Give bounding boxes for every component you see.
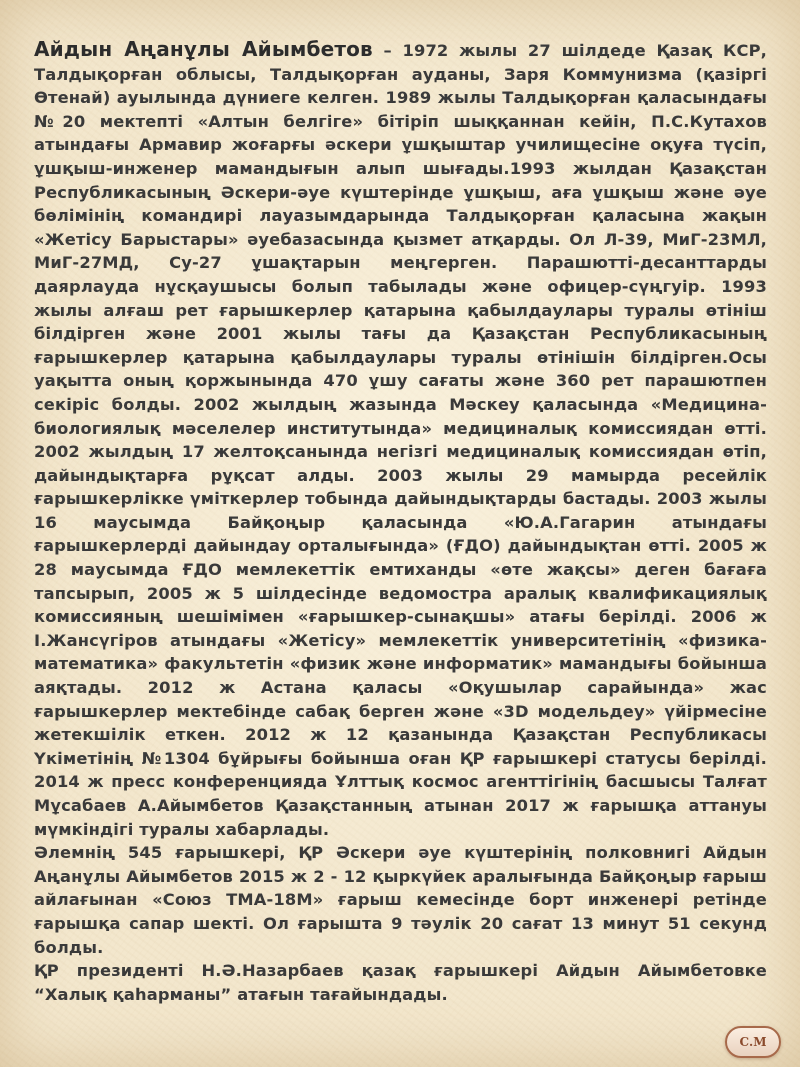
paragraph-intro-text: – 1972 жылы 27 шілдеде Қазақ КСР, Талдықорған облысы, Талдықорған ауданы, Заря Коммунизма (қазіргі Өтенай) ауылында дүниеге келген. 1989 жылы Талдықорған қаласындағы №20 мектепті «Алтын белгіге» бітіріп шыққаннан кейін, П.С.Кутахов атындағы Армавир жоғарғы әскери ұшқыштар училищесіне оқуға түсіп, ұшқыш-инженер мамандығын алып шығады.1993 жылдан Қазақстан Республикасының Әскери-әуе күштерінде ұшқыш, аға ұшқыш және әуе бөлімінің командирі лауазымдарында Талдықорған қаласына жақын «Жетісу Барыстары» әуебазасында қызмет атқарды. Ол Л-39, МиГ-23МЛ, МиГ-27МД, Су-27 ұшақтарын меңгерген. Парашютті-десанттарды даярлауда нұсқаушысы болып табылады және офицер-сүңгуір. 1993 жылы алғаш рет ғарышкерлер қатарына қабылдаулары туралы өтініш білдірген және 2001 жылы тағы да Қазақстан Республикасының ғарышкерлер қатарына қабылдаулары туралы өтінішін білдірген.Осы уақытта оның қоржынында 470 ұшу сағаты және 360 рет парашютпен секіріс болды. 2002 жылдың жазында Мәскеу қаласында «Медицина-биологиялық мәселелер институтында» медициналық комиссиядан өтті. 2002 жылдың 17 желтоқсанында негізгі медициналық комиссиядан өтіп, дайындықтарға рұқсат алды. 2003 жылы 29 мамырда ресейлік ғарышкерлікке үміткерлер тобында дайындықтарды бастады. 2003 жылы 16 маусымда Байқоңыр қаласында «Ю.А.Гагарин атындағы ғарышкерлерді дайындау орталығында» (ҒДО) дайындықтан өтті. 2005 ж 28 маусымда ҒДО мемлекеттік емтиханды «өте жақсы» деген бағаға тапсырып, 2005 ж 5 шілдесінде ведомостра аралық квалификациялық комиссияның шешімімен «ғарышкер-сынақшы» атағы берілді. 2006 ж І.Жансүгіров атындағы «Жетісу» мемлекеттік университетінің «физика-математика» факультетін «физик және информатик» мамандығы бойынша аяқтады. 2012 ж Астана қаласы «Оқушылар сарайында» жас ғарышкерлер мектебінде сабақ берген және «3D модельдеу» үйірмесіне жетекшілік еткен. 2012 ж 12 қазанында Қазақстан Республикасы Үкіметінің №1304 бұйрығы бойынша оған ҚР ғарышкері статусы берілді. 2014 ж пресс конференцияда Ұлттық космос агенттігінің басшысы Талғат Мұсабаев А.Айымбетов Қазақстанның атынан 2017 ж ғарышқа аттануы мүмкіндігі туралы хабарлады. <box>34 41 767 839</box>
author-badge-button[interactable]: С.М <box>725 1026 781 1058</box>
paragraph-award: ҚР президенті Н.Ә.Назарбаев қазақ ғарышкері Айдын Айымбетовке “Халық қаһарманы” атағын тағайындады. <box>34 961 767 1004</box>
author-name: Айдын Аңанұлы Айымбетов <box>34 37 373 61</box>
paragraph-intro <box>34 38 767 841</box>
paragraph-flight: Әлемнің 545 ғарышкері, ҚР Әскери әуе күштерінің полковнигі Айдын Аңанұлы Айымбетов 2015 ж 2 - 12 қыркүйек аралығында Байқоңыр ғарыш айлағынан «Союз ТМА-18М» ғарыш кемесінде борт инженері ретінде ғарышқа сапар шекті. Ол ғарышта 9 тәулік 20 сағат 13 минут 51 секунд болды. <box>34 843 767 957</box>
biography-text <box>34 38 767 1006</box>
